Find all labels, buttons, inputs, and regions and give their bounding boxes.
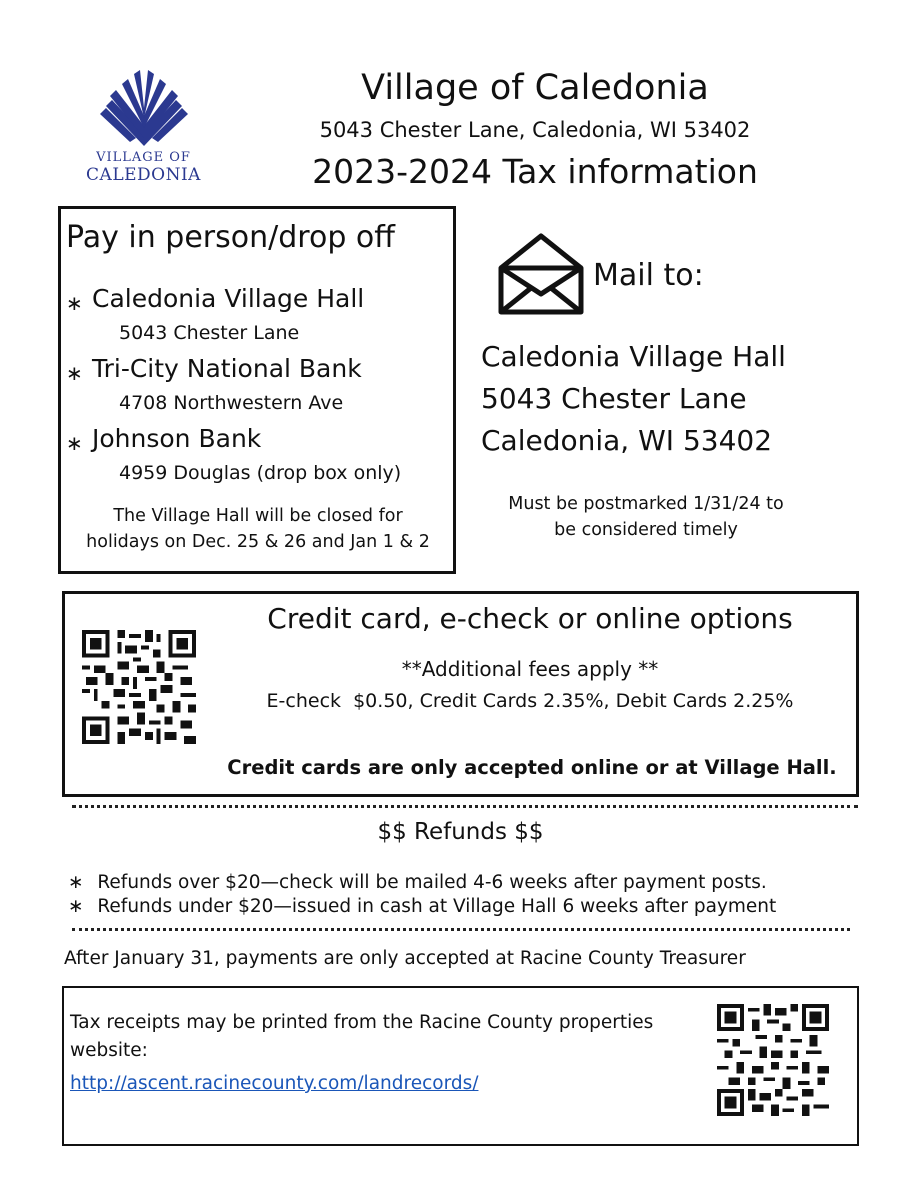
refund-item — [68, 896, 776, 917]
credit-card-restriction: Credit cards are only accepted online or at Village Hall. — [227, 756, 837, 779]
logo-text-village-of: VILLAGE OF — [96, 150, 191, 165]
fees-list: E-check $0.50, Credit Cards 2.35%, Debit Cards 2.25% — [266, 690, 794, 712]
page-title: Village of Caledonia — [361, 68, 709, 108]
caledonia-emblem-icon — [96, 66, 192, 148]
holiday-closure-line: The Village Hall will be closed for — [113, 506, 403, 526]
bullet-icon: ∗ — [66, 431, 83, 455]
after-january-note: After January 31, payments are only accepted at Racine County Treasurer — [64, 948, 746, 969]
land-records-link[interactable]: http://ascent.racinecounty.com/landrecords/ — [70, 1073, 479, 1094]
location-name: Caledonia Village Hall — [92, 284, 365, 313]
envelope-icon — [497, 232, 585, 316]
postmark-line: Must be postmarked 1/31/24 to — [508, 494, 784, 514]
location-name: Johnson Bank — [92, 424, 262, 453]
village-address: 5043 Chester Lane, Caledonia, WI 53402 — [319, 118, 751, 142]
location-address: 4959 Douglas (drop box only) — [119, 462, 402, 484]
refund-item-text: Refunds under $20—issued in cash at Village Hall 6 weeks after payment — [97, 896, 777, 917]
refunds-heading: $$ Refunds $$ — [377, 819, 544, 845]
location-address: 5043 Chester Lane — [119, 322, 300, 344]
dotted-divider — [72, 928, 850, 931]
mail-to-heading: Mail to: — [593, 258, 704, 293]
mail-address-line: 5043 Chester Lane — [481, 382, 747, 415]
page-subtitle: 2023-2024 Tax information — [312, 152, 758, 191]
bullet-icon: ∗ — [68, 896, 84, 917]
location-address: 4708 Northwestern Ave — [119, 392, 344, 414]
fees-note: **Additional fees apply ** — [401, 657, 659, 681]
location-name: Tri-City National Bank — [92, 354, 362, 383]
tax-receipts-text: Tax receipts may be printed from the Racine County properties website: — [70, 1012, 654, 1061]
pay-in-person-heading: Pay in person/drop off — [66, 220, 395, 255]
mail-address-line: Caledonia, WI 53402 — [481, 424, 773, 457]
logo-text-caledonia: CALEDONIA — [86, 165, 201, 185]
refund-item — [68, 872, 767, 893]
mail-address-line: Caledonia Village Hall — [481, 340, 786, 373]
refund-item-text: Refunds over $20—check will be mailed 4-6 weeks after payment posts. — [97, 872, 767, 893]
dotted-divider — [72, 805, 858, 808]
postmark-line: be considered timely — [554, 520, 738, 540]
holiday-closure-note — [60, 503, 456, 555]
qr-code-icon[interactable] — [717, 1004, 829, 1120]
online-options-heading: Credit card, e-check or online options — [267, 602, 793, 635]
bullet-icon: ∗ — [66, 361, 83, 385]
qr-code-icon[interactable] — [82, 630, 196, 748]
bullet-icon: ∗ — [66, 291, 83, 315]
holiday-closure-line: holidays on Dec. 25 & 26 and Jan 1 & 2 — [86, 532, 430, 552]
bullet-icon: ∗ — [68, 872, 84, 893]
village-logo — [76, 66, 211, 191]
postmark-note — [470, 491, 822, 543]
